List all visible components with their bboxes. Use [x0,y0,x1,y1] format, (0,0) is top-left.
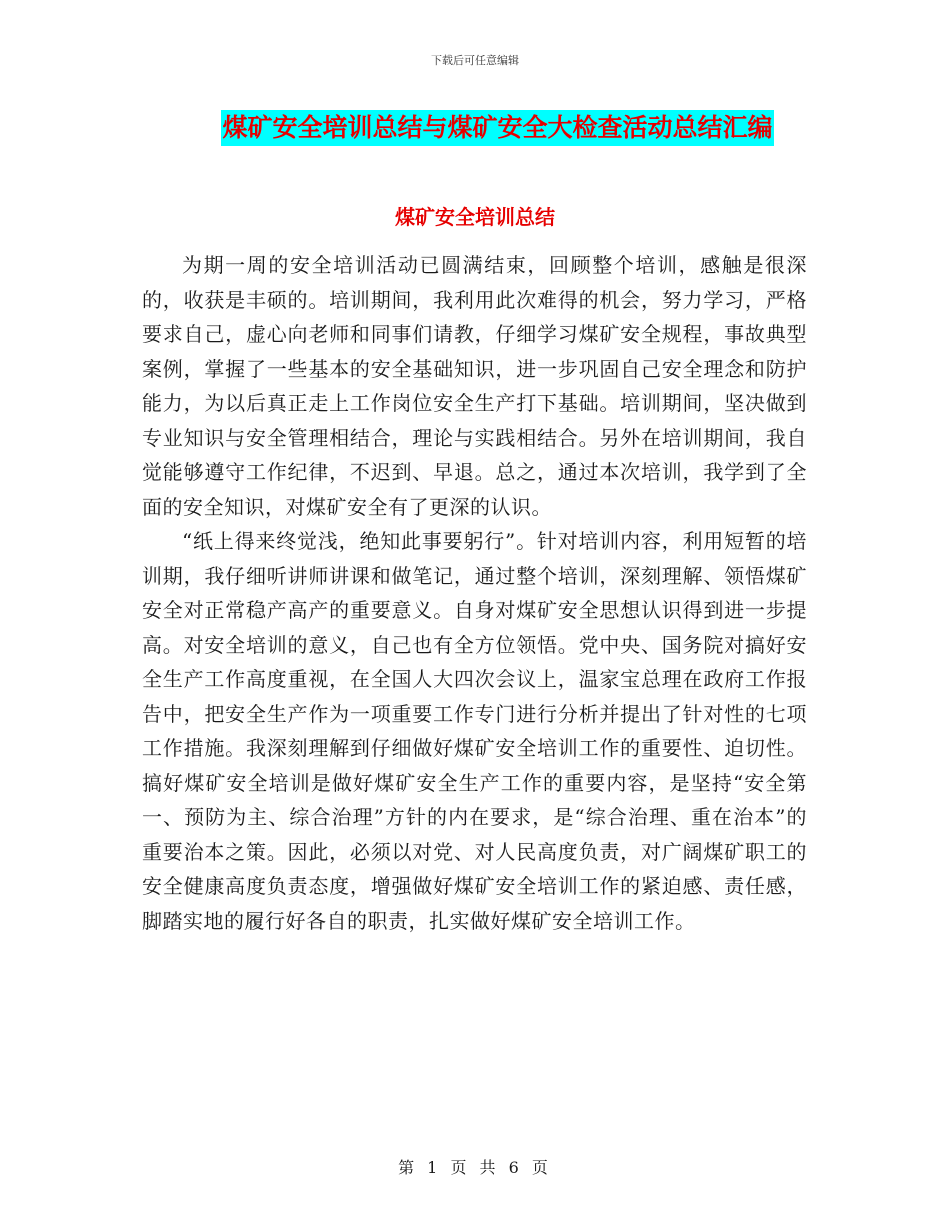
document-body [142,248,807,938]
document-title: 煤矿安全培训总结与煤矿安全大检查活动总结汇编 [221,110,773,146]
body-paragraph-1: 为期一周的安全培训活动已圆满结束，回顾整个培训，感触是很深的，收获是丰硕的。培训期间，我利用此次难得的机会，努力学习，严格要求自己，虚心向老师和同事们请教，仔细学习煤矿安全规程，事故典型案例，掌握了一些基本的安全基础知识，进一步巩固自己安全理念和防护能力，为以后真正走上工作岗位安全生产打下基础。培训期间，坚决做到专业知识与安全管理相结合，理论与实践相结合。另外在培训期间，我自觉能够遵守工作纪律，不迟到、早退。总之，通过本次培训，我学到了全面的安全知识，对煤矿安全有了更深的认识。 [142,253,807,519]
section-title: 煤矿安全培训总结 [395,205,555,229]
page-header-note: 下载后可任意编辑 [431,54,519,67]
body-paragraph-2: “纸上得来终觉浅，绝知此事要躬行”。针对培训内容，利用短暂的培训期，我仔细听讲师讲课和做笔记，通过整个培训，深刻理解、领悟煤矿安全对正常稳产高产的重要意义。自身对煤矿安全思想认识得到进一步提高。对安全培训的意义，自己也有全方位领悟。党中央、国务院对搞好安全生产工作高度重视，在全国人大四次会议上，温家宝总理在政府工作报告中，把安全生产作为一项重要工作专门进行分析并提出了针对性的七项工作措施。我深刻理解到仔细做好煤矿安全培训工作的重要性、迫切性。搞好煤矿安全培训是做好煤矿安全生产工作的重要内容，是坚持“安全第一、预防为主、综合治理”方针的内在要求，是“综合治理、重在治本”的重要治本之策。因此，必须以对党、对人民高度负责，对广阔煤矿职工的安全健康高度负责态度，增强做好煤矿安全培训工作的紧迫感、责任感，脚踏实地的履行好各自的职责，扎实做好煤矿安全培训工作。 [142,529,807,933]
page-number-footer: 第 1 页 共 6 页 [398,1158,552,1177]
document-title-container [0,110,950,146]
